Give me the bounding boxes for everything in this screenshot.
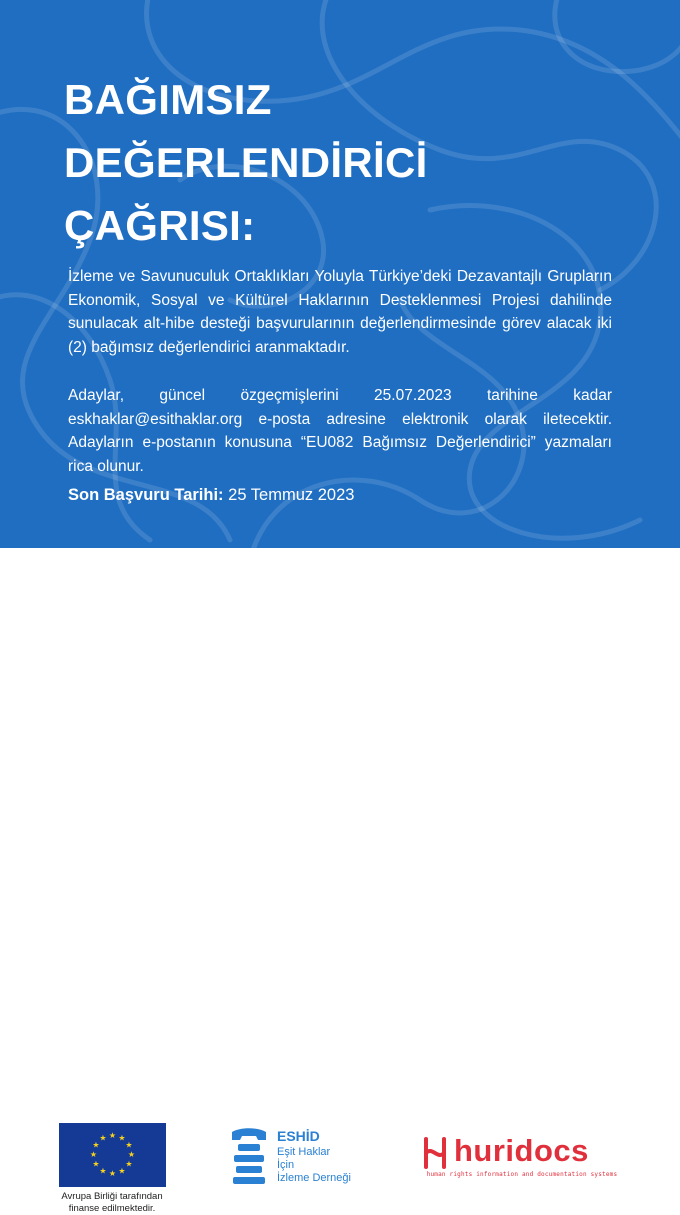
svg-text:★: ★ xyxy=(125,1140,133,1150)
huridocs-name: huridocs xyxy=(454,1133,589,1168)
eshid-line-1: Eşit Haklar xyxy=(277,1146,331,1158)
deadline-value: 25 Temmuz 2023 xyxy=(223,486,355,504)
title-line-1: BAĞIMSIZ xyxy=(64,76,272,123)
svg-text:★: ★ xyxy=(125,1159,133,1169)
huridocs-h-icon xyxy=(420,1136,450,1170)
eshid-full-name xyxy=(277,1146,351,1185)
eu-flag-icon xyxy=(59,1123,166,1187)
eshid-name: ESHİD xyxy=(277,1128,320,1144)
eu-caption-line-2: finanse edilmektedir. xyxy=(68,1203,156,1214)
svg-text:★: ★ xyxy=(127,1150,136,1159)
eu-caption xyxy=(57,1191,167,1215)
huridocs-tagline: human rights information and documentation systems xyxy=(426,1171,618,1178)
huridocs-logo xyxy=(420,1133,620,1183)
footer-logos xyxy=(0,548,680,1214)
application-instructions-paragraph: Adaylar, güncel özgeçmişlerini 25.07.2023 tarihine kadar eskhaklar@esithaklar.org e-posta adresine elektronik olarak iletecektir. Adayların e-postanın konusuna “EU082 Bağımsız Değerlendirici” yazmaları rica olunur. xyxy=(68,387,612,475)
svg-text:★: ★ xyxy=(89,1150,98,1159)
announcement-banner xyxy=(0,0,680,548)
deadline-line xyxy=(68,486,354,505)
svg-text:★: ★ xyxy=(92,1159,100,1169)
eshid-line-2: İçin xyxy=(277,1159,295,1171)
description-paragraph: İzleme ve Savunuculuk Ortaklıkları Yoluyla Türkiye’deki Dezavantajlı Grupların Ekonomik, Sosyal ve Kültürel Haklarının Desteklenmesi Projesi dahilinde sunulacak alt-hibe desteği başvurularının değerlendirmesinde görev alacak iki (2) bağımsız değerlendirici aranmaktadır. xyxy=(68,268,612,356)
title-line-3: ÇAĞRISI: xyxy=(64,202,256,249)
svg-text:★: ★ xyxy=(99,1133,107,1143)
title-line-2: DEĞERLENDİRİCİ xyxy=(64,139,428,186)
page-title xyxy=(64,68,624,257)
svg-text:★: ★ xyxy=(108,1131,117,1140)
svg-text:★: ★ xyxy=(99,1166,107,1176)
svg-text:★: ★ xyxy=(92,1140,100,1150)
eshid-telephone-icon xyxy=(228,1128,270,1186)
svg-text:★: ★ xyxy=(108,1169,117,1178)
eshid-logo xyxy=(228,1128,378,1190)
deadline-label: Son Başvuru Tarihi: xyxy=(68,486,224,504)
eshid-line-3: İzleme Derneği xyxy=(277,1172,351,1184)
eu-caption-line-1: Avrupa Birliği tarafından xyxy=(61,1191,163,1202)
eu-funding-block xyxy=(57,1123,167,1215)
svg-text:★: ★ xyxy=(118,1133,126,1143)
svg-text:★: ★ xyxy=(118,1166,126,1176)
